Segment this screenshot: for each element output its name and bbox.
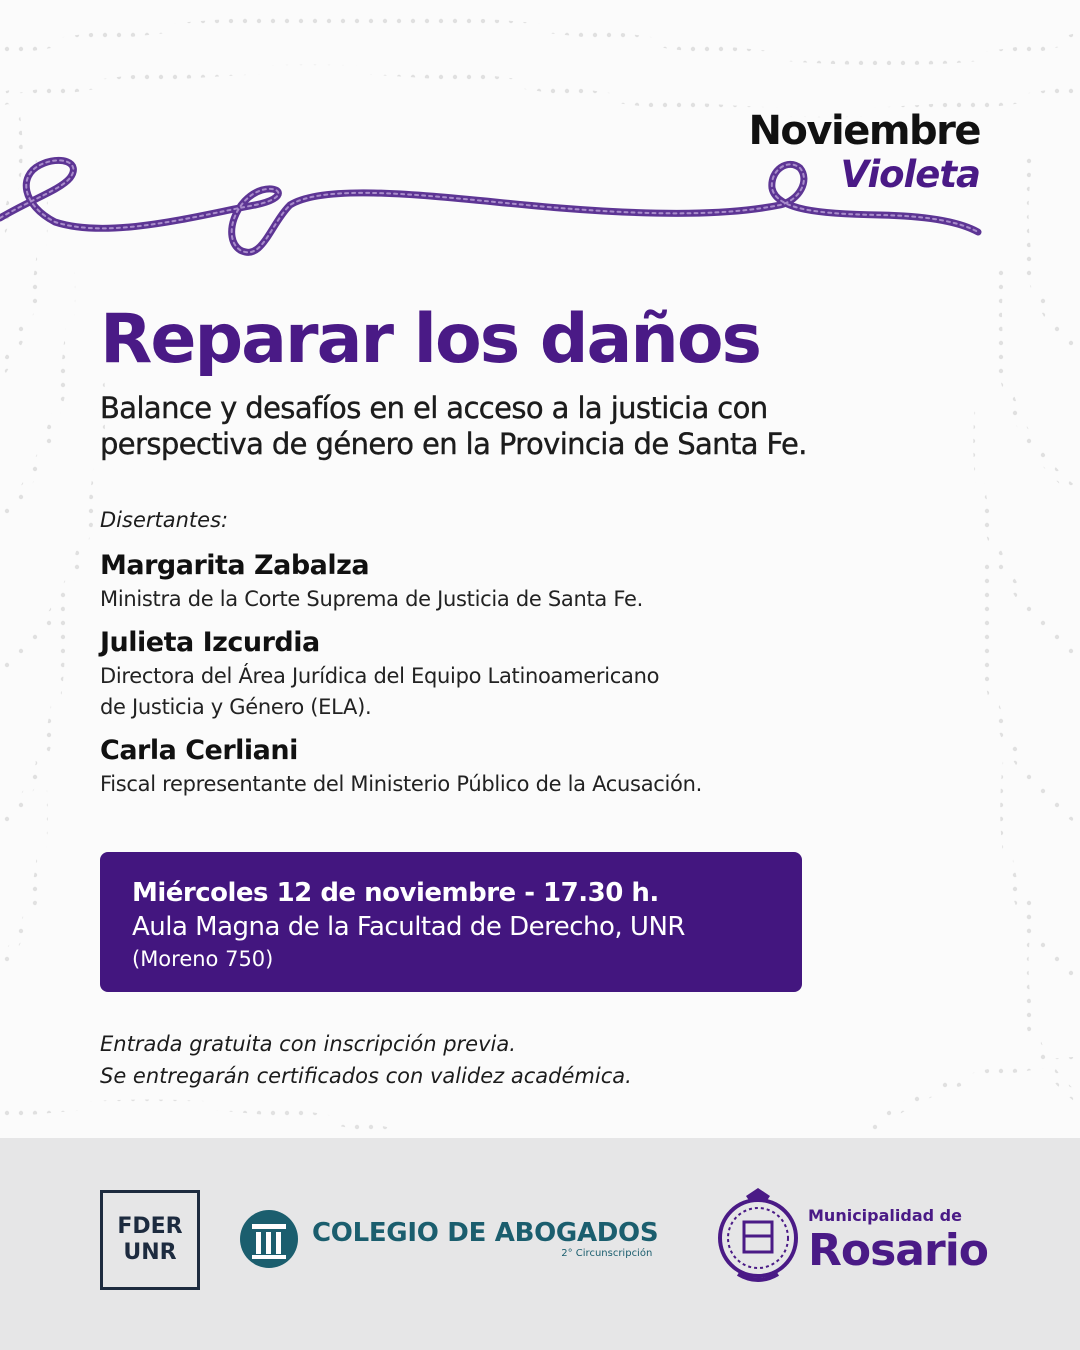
municipalidad-rosario-logo xyxy=(716,1186,986,1296)
speaker-item xyxy=(100,548,860,615)
campaign-line-violeta: Violeta xyxy=(840,153,980,196)
column-emblem-icon xyxy=(238,1208,300,1270)
event-title: Reparar los daños xyxy=(100,300,761,379)
subtitle-line-1: Balance y desafíos en el acceso a la justicia con xyxy=(100,391,768,425)
colegio-subtitle: 2° Circunscripción xyxy=(561,1248,653,1259)
speaker-role: de Justicia y Género (ELA). xyxy=(100,695,372,719)
event-address: (Moreno 750) xyxy=(132,947,274,971)
campaign-line-noviembre: Noviembre xyxy=(748,108,980,154)
speaker-role: Ministra de la Corte Suprema de Justicia de Santa Fe. xyxy=(100,587,643,611)
speaker-role: Fiscal representante del Ministerio Público de la Acusación. xyxy=(100,772,702,796)
speaker-name: Julieta Izcurdia xyxy=(100,627,320,658)
fder-unr-logo xyxy=(100,1190,200,1290)
speakers-list xyxy=(100,548,860,810)
speaker-item xyxy=(100,625,860,723)
event-details-box xyxy=(100,852,802,992)
speaker-role: Directora del Área Jurídica del Equipo Latinoamericano xyxy=(100,664,660,688)
event-venue: Aula Magna de la Facultad de Derecho, UNR xyxy=(132,912,685,942)
speakers-label: Disertantes: xyxy=(100,508,229,532)
note-registration: Entrada gratuita con inscripción previa. xyxy=(100,1032,516,1056)
rosario-logo-big-text: Rosario xyxy=(808,1225,988,1276)
fder-logo-line-1: FDER xyxy=(117,1214,183,1239)
event-subtitle xyxy=(100,390,980,462)
subtitle-line-2: perspectiva de género en la Provincia de Santa Fe. xyxy=(100,427,807,461)
sponsors-footer xyxy=(0,1138,1080,1350)
rosario-logo-text xyxy=(808,1206,988,1276)
speaker-name: Margarita Zabalza xyxy=(100,550,370,581)
colegio-logo-text xyxy=(312,1218,659,1259)
event-date-time: Miércoles 12 de noviembre - 17.30 h. xyxy=(132,878,659,908)
colegio-name: COLEGIO DE ABOGADOS xyxy=(312,1218,659,1248)
speaker-name: Carla Cerliani xyxy=(100,735,298,766)
colegio-abogados-logo xyxy=(238,1208,668,1268)
rosario-logo-small-text: Municipalidad de xyxy=(808,1206,962,1225)
speaker-item xyxy=(100,733,860,800)
campaign-title xyxy=(748,108,980,196)
fder-logo-line-2: UNR xyxy=(123,1240,177,1265)
note-certificates: Se entregarán certificados con validez académica. xyxy=(100,1064,632,1088)
event-notes xyxy=(100,1028,632,1092)
rosario-coat-of-arms-icon xyxy=(716,1186,800,1290)
